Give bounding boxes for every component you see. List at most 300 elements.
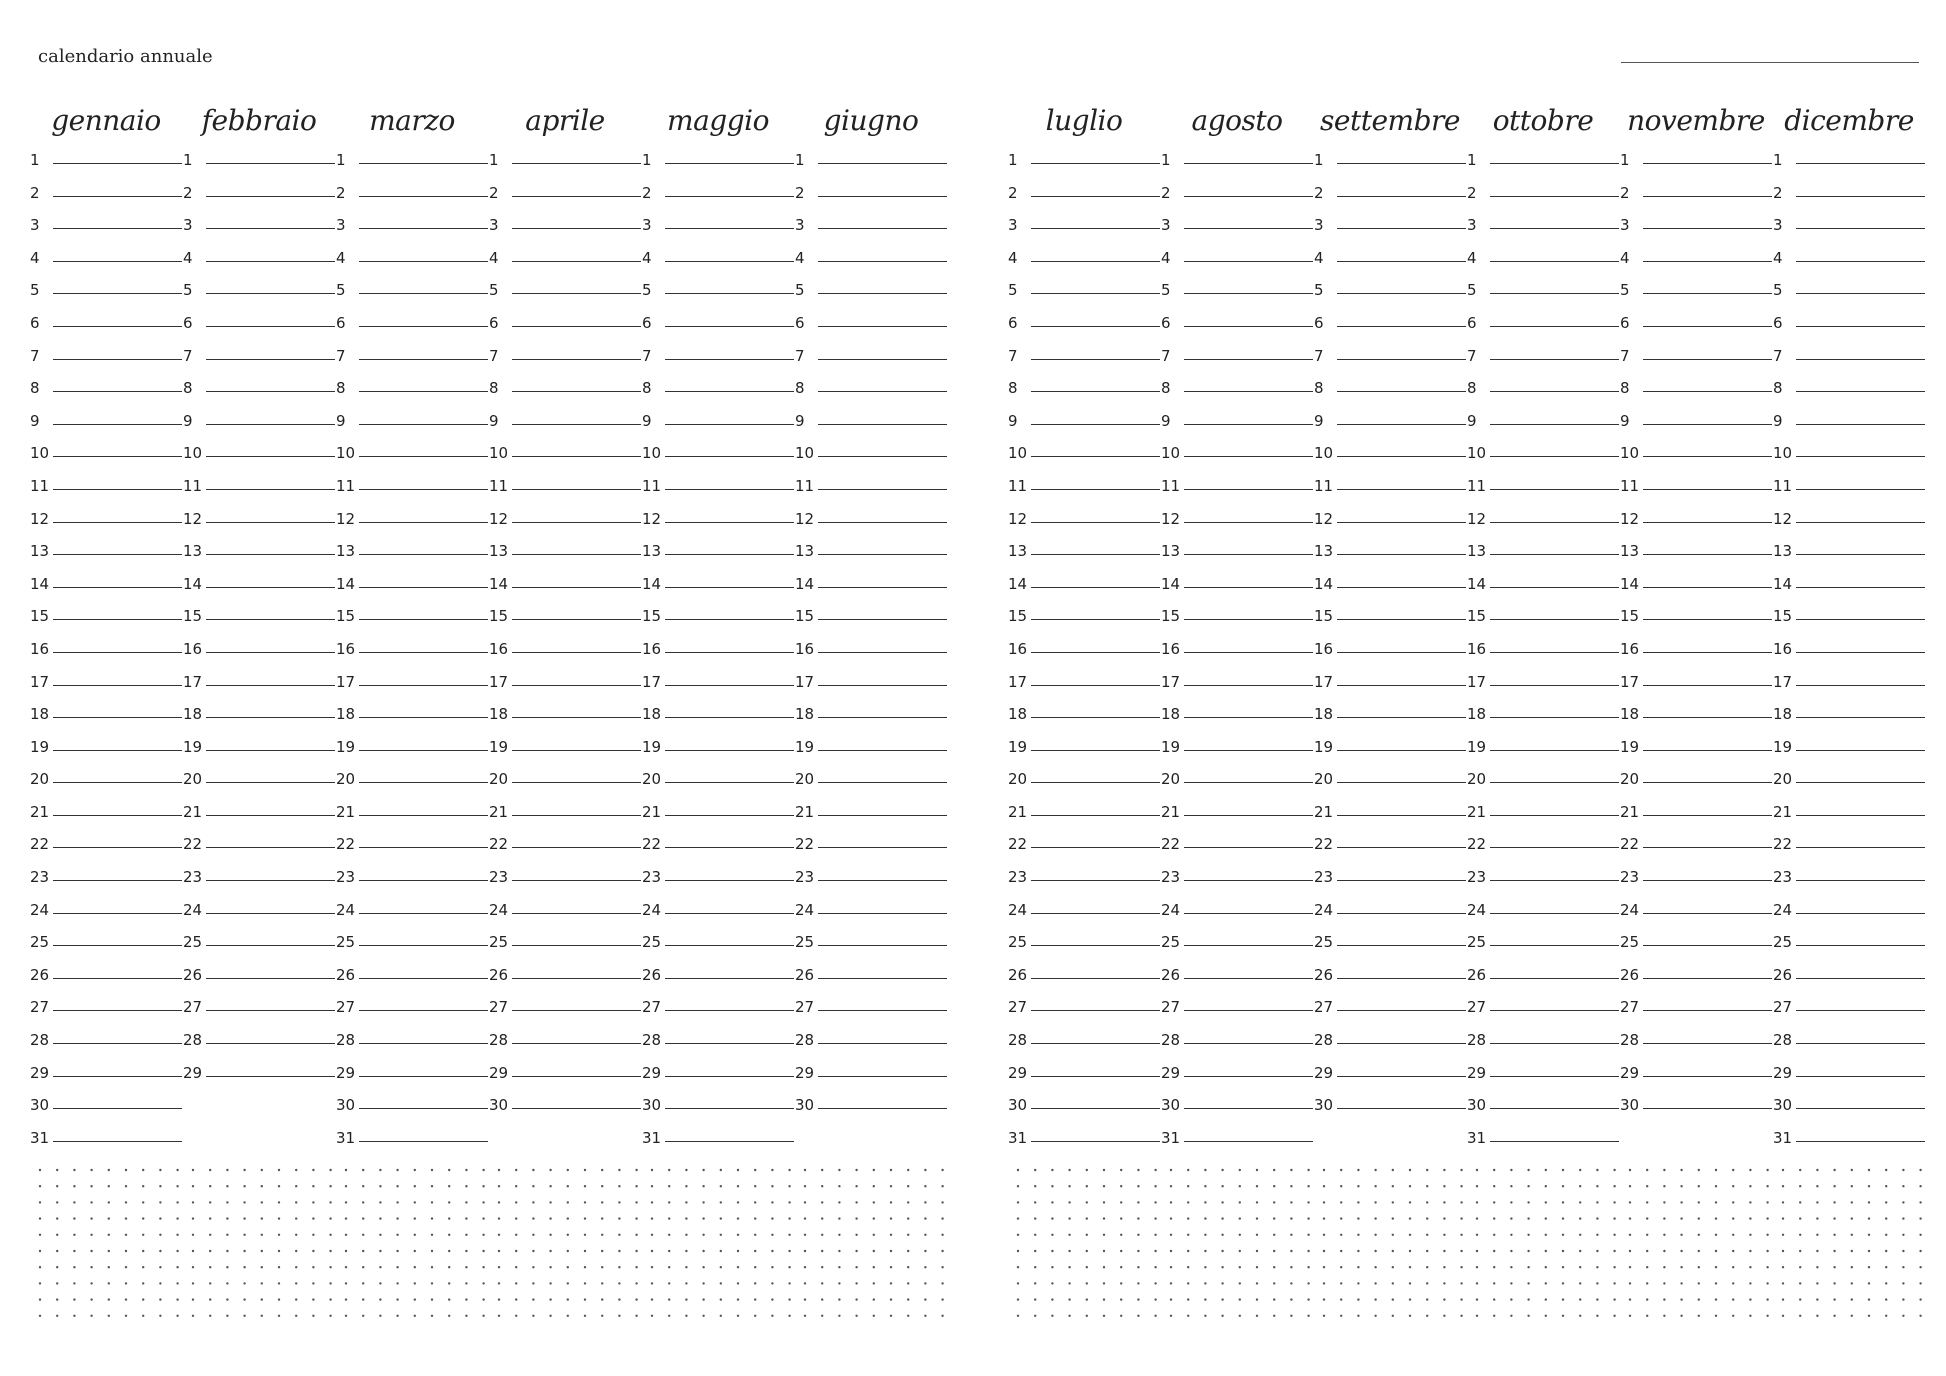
day-entry-line[interactable]: [1643, 326, 1772, 327]
day-entry-line[interactable]: [1643, 945, 1772, 946]
day-row[interactable]: [183, 964, 335, 997]
day-row[interactable]: [30, 442, 182, 475]
day-row[interactable]: [336, 1094, 488, 1127]
day-row[interactable]: [1161, 149, 1313, 182]
day-row[interactable]: [183, 801, 335, 834]
day-entry-line[interactable]: [818, 685, 947, 686]
day-row[interactable]: [1773, 1127, 1925, 1160]
day-row[interactable]: [1467, 801, 1619, 834]
day-entry-line[interactable]: [818, 815, 947, 816]
day-entry-line[interactable]: [1643, 717, 1772, 718]
day-entry-line[interactable]: [1184, 326, 1313, 327]
day-row[interactable]: [1620, 214, 1772, 247]
day-entry-line[interactable]: [818, 1043, 947, 1044]
day-row[interactable]: [1467, 833, 1619, 866]
day-entry-line[interactable]: [359, 1076, 488, 1077]
day-entry-line[interactable]: [53, 1010, 182, 1011]
day-entry-line[interactable]: [665, 847, 794, 848]
day-row[interactable]: [642, 279, 794, 312]
day-row[interactable]: [642, 996, 794, 1029]
day-row[interactable]: [1773, 964, 1925, 997]
day-entry-line[interactable]: [206, 619, 335, 620]
day-entry-line[interactable]: [1643, 750, 1772, 751]
day-row[interactable]: [1008, 475, 1160, 508]
day-row[interactable]: [1620, 964, 1772, 997]
day-row[interactable]: [30, 182, 182, 215]
day-row[interactable]: [1620, 833, 1772, 866]
day-row[interactable]: [30, 410, 182, 443]
day-entry-line[interactable]: [1796, 782, 1925, 783]
day-row[interactable]: [489, 377, 641, 410]
day-row[interactable]: [489, 671, 641, 704]
day-row[interactable]: [336, 703, 488, 736]
day-entry-line[interactable]: [818, 880, 947, 881]
day-entry-line[interactable]: [1031, 391, 1160, 392]
day-row[interactable]: [1467, 866, 1619, 899]
day-entry-line[interactable]: [818, 978, 947, 979]
day-row[interactable]: [1161, 866, 1313, 899]
day-row[interactable]: [1314, 671, 1466, 704]
day-row[interactable]: [795, 475, 947, 508]
day-entry-line[interactable]: [1184, 293, 1313, 294]
day-entry-line[interactable]: [206, 750, 335, 751]
day-entry-line[interactable]: [1184, 880, 1313, 881]
day-entry-line[interactable]: [512, 424, 641, 425]
day-row[interactable]: [1314, 605, 1466, 638]
day-entry-line[interactable]: [512, 587, 641, 588]
day-entry-line[interactable]: [1184, 163, 1313, 164]
day-row[interactable]: [183, 508, 335, 541]
day-row[interactable]: [489, 345, 641, 378]
day-entry-line[interactable]: [1031, 815, 1160, 816]
day-entry-line[interactable]: [818, 652, 947, 653]
day-entry-line[interactable]: [1031, 782, 1160, 783]
day-row[interactable]: [1467, 1062, 1619, 1095]
day-row[interactable]: [30, 475, 182, 508]
day-row[interactable]: [642, 540, 794, 573]
day-row[interactable]: [183, 345, 335, 378]
day-row[interactable]: [30, 377, 182, 410]
day-row[interactable]: [1008, 605, 1160, 638]
day-entry-line[interactable]: [512, 163, 641, 164]
day-row[interactable]: [642, 573, 794, 606]
day-entry-line[interactable]: [53, 554, 182, 555]
day-row[interactable]: [1161, 442, 1313, 475]
day-entry-line[interactable]: [1490, 847, 1619, 848]
day-row[interactable]: [336, 931, 488, 964]
day-entry-line[interactable]: [1184, 456, 1313, 457]
day-row[interactable]: [183, 671, 335, 704]
day-entry-line[interactable]: [359, 652, 488, 653]
day-entry-line[interactable]: [359, 1010, 488, 1011]
day-entry-line[interactable]: [1643, 489, 1772, 490]
day-row[interactable]: [1467, 1029, 1619, 1062]
day-row[interactable]: [336, 345, 488, 378]
day-entry-line[interactable]: [665, 1076, 794, 1077]
day-row[interactable]: [1008, 964, 1160, 997]
day-row[interactable]: [489, 279, 641, 312]
day-row[interactable]: [1314, 1094, 1466, 1127]
day-row[interactable]: [1008, 1062, 1160, 1095]
day-row[interactable]: [1773, 768, 1925, 801]
day-row[interactable]: [1773, 149, 1925, 182]
day-entry-line[interactable]: [1337, 913, 1466, 914]
day-entry-line[interactable]: [1337, 978, 1466, 979]
day-row[interactable]: [642, 833, 794, 866]
day-entry-line[interactable]: [1184, 261, 1313, 262]
day-row[interactable]: [489, 182, 641, 215]
day-entry-line[interactable]: [53, 456, 182, 457]
day-row[interactable]: [795, 279, 947, 312]
day-row[interactable]: [1620, 866, 1772, 899]
day-row[interactable]: [1314, 279, 1466, 312]
day-row[interactable]: [1467, 605, 1619, 638]
day-entry-line[interactable]: [1796, 880, 1925, 881]
day-row[interactable]: [795, 508, 947, 541]
day-row[interactable]: [1008, 312, 1160, 345]
day-entry-line[interactable]: [1643, 782, 1772, 783]
day-row[interactable]: [336, 736, 488, 769]
day-entry-line[interactable]: [665, 913, 794, 914]
day-row[interactable]: [642, 605, 794, 638]
day-entry-line[interactable]: [1184, 945, 1313, 946]
day-entry-line[interactable]: [1796, 685, 1925, 686]
day-row[interactable]: [642, 768, 794, 801]
day-entry-line[interactable]: [1031, 163, 1160, 164]
day-row[interactable]: [642, 899, 794, 932]
day-row[interactable]: [1161, 1062, 1313, 1095]
day-row[interactable]: [1008, 410, 1160, 443]
day-row[interactable]: [1620, 279, 1772, 312]
day-row[interactable]: [1008, 671, 1160, 704]
day-row[interactable]: [1314, 866, 1466, 899]
day-row[interactable]: [642, 866, 794, 899]
day-entry-line[interactable]: [1337, 815, 1466, 816]
day-entry-line[interactable]: [1490, 326, 1619, 327]
day-row[interactable]: [1773, 703, 1925, 736]
day-entry-line[interactable]: [665, 554, 794, 555]
day-entry-line[interactable]: [665, 489, 794, 490]
day-entry-line[interactable]: [818, 261, 947, 262]
day-entry-line[interactable]: [1337, 391, 1466, 392]
day-entry-line[interactable]: [665, 456, 794, 457]
day-entry-line[interactable]: [359, 359, 488, 360]
day-entry-line[interactable]: [1490, 261, 1619, 262]
day-row[interactable]: [795, 638, 947, 671]
day-row[interactable]: [30, 801, 182, 834]
day-row[interactable]: [1314, 996, 1466, 1029]
day-row[interactable]: [183, 736, 335, 769]
day-row[interactable]: [1773, 540, 1925, 573]
day-row[interactable]: [336, 442, 488, 475]
day-row[interactable]: [30, 768, 182, 801]
day-row[interactable]: [1008, 442, 1160, 475]
day-entry-line[interactable]: [1031, 717, 1160, 718]
day-entry-line[interactable]: [665, 717, 794, 718]
day-entry-line[interactable]: [1031, 619, 1160, 620]
day-row[interactable]: [30, 1127, 182, 1160]
day-row[interactable]: [1314, 964, 1466, 997]
day-entry-line[interactable]: [359, 424, 488, 425]
day-row[interactable]: [795, 1094, 947, 1127]
day-entry-line[interactable]: [1337, 522, 1466, 523]
day-row[interactable]: [336, 247, 488, 280]
day-entry-line[interactable]: [1337, 685, 1466, 686]
day-entry-line[interactable]: [1796, 847, 1925, 848]
day-entry-line[interactable]: [1643, 359, 1772, 360]
day-row[interactable]: [1467, 214, 1619, 247]
day-entry-line[interactable]: [512, 326, 641, 327]
day-row[interactable]: [1161, 768, 1313, 801]
day-row[interactable]: [183, 247, 335, 280]
day-row[interactable]: [1467, 540, 1619, 573]
day-entry-line[interactable]: [1031, 685, 1160, 686]
day-entry-line[interactable]: [1643, 293, 1772, 294]
day-row[interactable]: [183, 866, 335, 899]
day-entry-line[interactable]: [512, 815, 641, 816]
day-row[interactable]: [336, 899, 488, 932]
day-entry-line[interactable]: [512, 228, 641, 229]
day-row[interactable]: [1314, 149, 1466, 182]
day-row[interactable]: [489, 833, 641, 866]
day-entry-line[interactable]: [818, 782, 947, 783]
day-row[interactable]: [336, 508, 488, 541]
day-row[interactable]: [642, 736, 794, 769]
day-entry-line[interactable]: [818, 522, 947, 523]
day-entry-line[interactable]: [1490, 489, 1619, 490]
day-row[interactable]: [30, 931, 182, 964]
day-row[interactable]: [1161, 540, 1313, 573]
day-row[interactable]: [642, 312, 794, 345]
day-entry-line[interactable]: [53, 815, 182, 816]
day-entry-line[interactable]: [1796, 1043, 1925, 1044]
day-row[interactable]: [642, 964, 794, 997]
day-entry-line[interactable]: [206, 228, 335, 229]
day-entry-line[interactable]: [206, 391, 335, 392]
day-row[interactable]: [1620, 345, 1772, 378]
day-row[interactable]: [183, 214, 335, 247]
day-entry-line[interactable]: [512, 880, 641, 881]
day-row[interactable]: [336, 671, 488, 704]
day-row[interactable]: [183, 638, 335, 671]
day-row[interactable]: [30, 279, 182, 312]
day-entry-line[interactable]: [665, 522, 794, 523]
day-entry-line[interactable]: [1184, 652, 1313, 653]
day-entry-line[interactable]: [512, 196, 641, 197]
day-row[interactable]: [1773, 801, 1925, 834]
day-entry-line[interactable]: [206, 1076, 335, 1077]
day-row[interactable]: [1620, 182, 1772, 215]
day-row[interactable]: [1161, 605, 1313, 638]
day-entry-line[interactable]: [1490, 685, 1619, 686]
day-row[interactable]: [1773, 312, 1925, 345]
day-entry-line[interactable]: [1490, 1141, 1619, 1142]
day-entry-line[interactable]: [53, 359, 182, 360]
day-row[interactable]: [642, 1094, 794, 1127]
day-row[interactable]: [336, 801, 488, 834]
day-row[interactable]: [1008, 736, 1160, 769]
day-entry-line[interactable]: [1031, 587, 1160, 588]
day-row[interactable]: [1620, 768, 1772, 801]
day-entry-line[interactable]: [1490, 815, 1619, 816]
day-entry-line[interactable]: [1643, 847, 1772, 848]
day-row[interactable]: [642, 182, 794, 215]
day-entry-line[interactable]: [818, 1108, 947, 1109]
day-entry-line[interactable]: [1643, 456, 1772, 457]
day-row[interactable]: [489, 801, 641, 834]
day-entry-line[interactable]: [1184, 815, 1313, 816]
day-entry-line[interactable]: [1031, 652, 1160, 653]
day-entry-line[interactable]: [53, 522, 182, 523]
day-row[interactable]: [489, 964, 641, 997]
day-row[interactable]: [336, 833, 488, 866]
day-row[interactable]: [1161, 964, 1313, 997]
day-entry-line[interactable]: [665, 945, 794, 946]
day-row[interactable]: [489, 931, 641, 964]
day-row[interactable]: [183, 279, 335, 312]
day-entry-line[interactable]: [1031, 1043, 1160, 1044]
day-row[interactable]: [642, 247, 794, 280]
day-row[interactable]: [30, 605, 182, 638]
day-row[interactable]: [1008, 573, 1160, 606]
day-row[interactable]: [1620, 1062, 1772, 1095]
day-row[interactable]: [1773, 605, 1925, 638]
day-entry-line[interactable]: [1490, 554, 1619, 555]
day-entry-line[interactable]: [206, 456, 335, 457]
day-entry-line[interactable]: [1337, 1076, 1466, 1077]
day-row[interactable]: [1773, 508, 1925, 541]
day-entry-line[interactable]: [1643, 391, 1772, 392]
day-entry-line[interactable]: [1337, 750, 1466, 751]
day-entry-line[interactable]: [359, 1108, 488, 1109]
day-row[interactable]: [1773, 996, 1925, 1029]
day-entry-line[interactable]: [512, 522, 641, 523]
day-entry-line[interactable]: [206, 652, 335, 653]
day-entry-line[interactable]: [1337, 945, 1466, 946]
day-entry-line[interactable]: [512, 913, 641, 914]
day-row[interactable]: [30, 866, 182, 899]
day-row[interactable]: [1620, 573, 1772, 606]
day-row[interactable]: [1008, 182, 1160, 215]
day-row[interactable]: [183, 442, 335, 475]
day-row[interactable]: [1314, 475, 1466, 508]
day-row[interactable]: [1620, 703, 1772, 736]
day-row[interactable]: [1620, 638, 1772, 671]
day-row[interactable]: [795, 671, 947, 704]
day-row[interactable]: [1161, 1029, 1313, 1062]
day-row[interactable]: [1161, 279, 1313, 312]
day-row[interactable]: [336, 605, 488, 638]
day-entry-line[interactable]: [206, 1010, 335, 1011]
day-row[interactable]: [1314, 573, 1466, 606]
day-entry-line[interactable]: [359, 522, 488, 523]
day-row[interactable]: [795, 540, 947, 573]
day-entry-line[interactable]: [206, 522, 335, 523]
day-entry-line[interactable]: [206, 489, 335, 490]
day-entry-line[interactable]: [1490, 293, 1619, 294]
day-row[interactable]: [1620, 442, 1772, 475]
day-entry-line[interactable]: [665, 228, 794, 229]
day-entry-line[interactable]: [206, 587, 335, 588]
day-entry-line[interactable]: [665, 391, 794, 392]
day-entry-line[interactable]: [1796, 326, 1925, 327]
day-row[interactable]: [1620, 996, 1772, 1029]
day-entry-line[interactable]: [818, 424, 947, 425]
day-row[interactable]: [1467, 638, 1619, 671]
day-row[interactable]: [336, 312, 488, 345]
day-row[interactable]: [642, 214, 794, 247]
day-entry-line[interactable]: [818, 326, 947, 327]
day-entry-line[interactable]: [1337, 1043, 1466, 1044]
day-row[interactable]: [1467, 671, 1619, 704]
day-row[interactable]: [642, 345, 794, 378]
day-entry-line[interactable]: [1643, 587, 1772, 588]
day-row[interactable]: [489, 214, 641, 247]
day-row[interactable]: [489, 768, 641, 801]
day-entry-line[interactable]: [206, 782, 335, 783]
day-entry-line[interactable]: [206, 815, 335, 816]
day-row[interactable]: [642, 703, 794, 736]
day-row[interactable]: [1773, 638, 1925, 671]
day-entry-line[interactable]: [1490, 196, 1619, 197]
day-row[interactable]: [642, 442, 794, 475]
day-entry-line[interactable]: [1031, 228, 1160, 229]
name-line[interactable]: [1621, 62, 1919, 63]
day-entry-line[interactable]: [206, 293, 335, 294]
day-entry-line[interactable]: [1490, 1043, 1619, 1044]
day-entry-line[interactable]: [359, 880, 488, 881]
day-row[interactable]: [795, 801, 947, 834]
day-row[interactable]: [642, 931, 794, 964]
day-entry-line[interactable]: [1184, 619, 1313, 620]
day-entry-line[interactable]: [1490, 228, 1619, 229]
day-entry-line[interactable]: [53, 717, 182, 718]
day-entry-line[interactable]: [206, 261, 335, 262]
day-entry-line[interactable]: [1643, 619, 1772, 620]
day-row[interactable]: [1314, 1062, 1466, 1095]
day-entry-line[interactable]: [1643, 1076, 1772, 1077]
day-row[interactable]: [1467, 996, 1619, 1029]
day-row[interactable]: [30, 508, 182, 541]
day-row[interactable]: [489, 410, 641, 443]
day-row[interactable]: [30, 540, 182, 573]
day-row[interactable]: [1620, 899, 1772, 932]
day-row[interactable]: [489, 475, 641, 508]
day-entry-line[interactable]: [1031, 424, 1160, 425]
day-row[interactable]: [30, 1062, 182, 1095]
day-entry-line[interactable]: [53, 163, 182, 164]
day-row[interactable]: [1008, 540, 1160, 573]
day-row[interactable]: [1161, 703, 1313, 736]
day-entry-line[interactable]: [1337, 587, 1466, 588]
day-row[interactable]: [1314, 703, 1466, 736]
day-entry-line[interactable]: [359, 750, 488, 751]
day-entry-line[interactable]: [1643, 978, 1772, 979]
day-entry-line[interactable]: [512, 359, 641, 360]
day-entry-line[interactable]: [53, 391, 182, 392]
day-row[interactable]: [642, 410, 794, 443]
day-row[interactable]: [1773, 410, 1925, 443]
day-entry-line[interactable]: [1184, 1108, 1313, 1109]
day-row[interactable]: [1008, 1094, 1160, 1127]
day-row[interactable]: [1161, 345, 1313, 378]
day-row[interactable]: [1008, 214, 1160, 247]
day-row[interactable]: [1161, 736, 1313, 769]
day-row[interactable]: [183, 996, 335, 1029]
day-row[interactable]: [336, 214, 488, 247]
day-row[interactable]: [183, 377, 335, 410]
day-entry-line[interactable]: [1031, 196, 1160, 197]
